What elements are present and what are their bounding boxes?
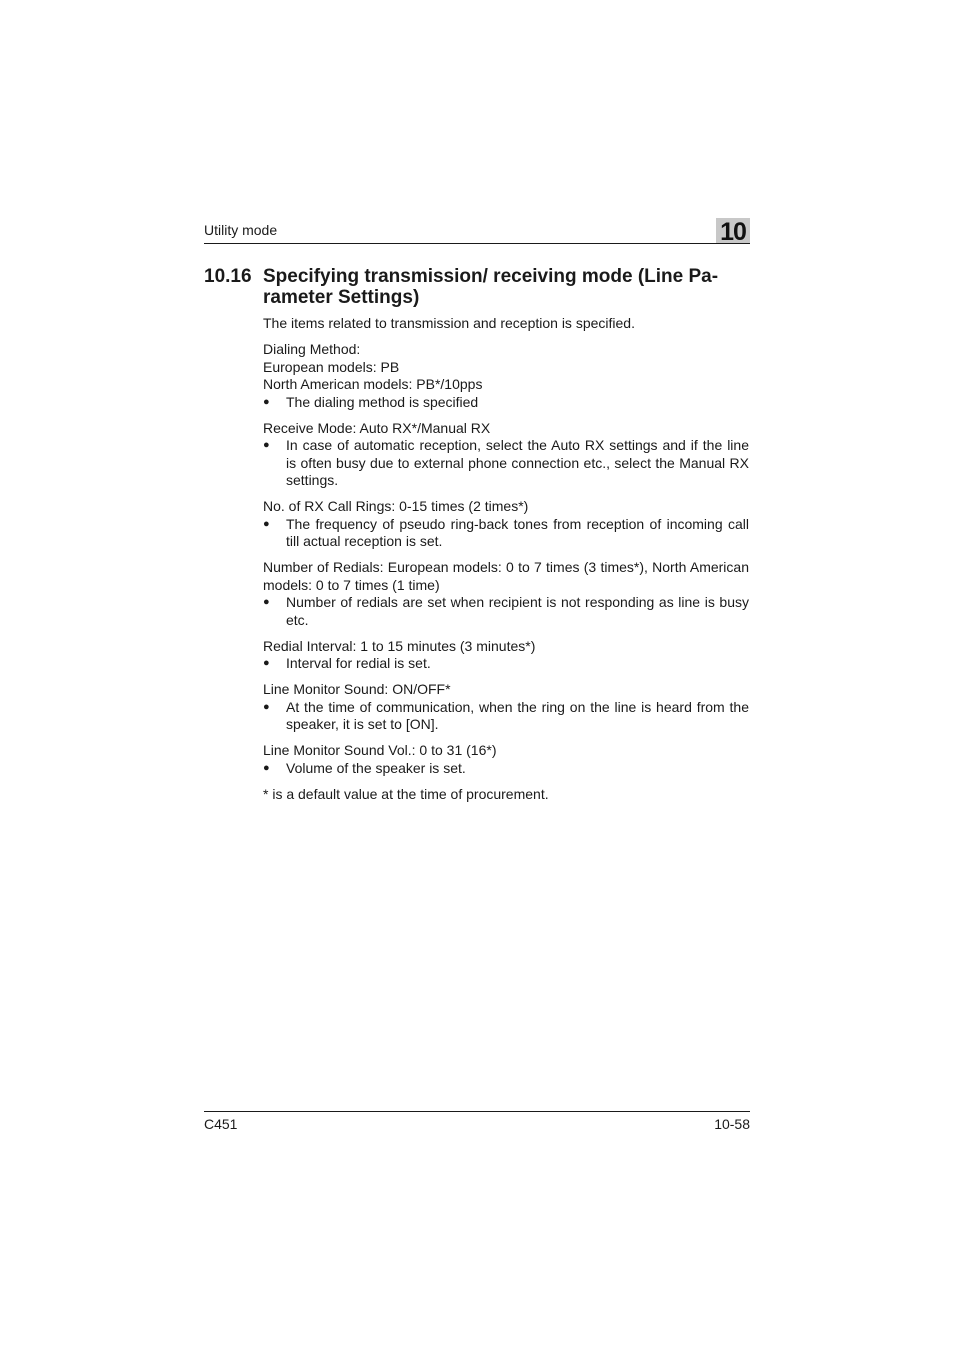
bullet-icon: ● xyxy=(263,761,270,774)
bullet-text: The frequency of pseudo ring-back tones from reception of incoming call till actual reception is set. xyxy=(286,515,749,549)
list-item xyxy=(263,760,749,778)
page-footer xyxy=(204,1111,750,1134)
line-monitor-sound-block xyxy=(263,681,749,734)
footer-model: C451 xyxy=(204,1116,238,1132)
dialing-method-label: Dialing Method: xyxy=(263,341,361,357)
dialing-north-american-models: North American models: PB*/10pps xyxy=(263,376,483,392)
default-value-note: * is a default value at the time of procurement. xyxy=(263,785,549,802)
bullet-text: The dialing method is specified xyxy=(286,393,479,410)
page-content xyxy=(263,315,749,812)
bullet-icon: ● xyxy=(263,439,270,451)
bullet-text: At the time of communication, when the ring on the line is heard from the speaker, it is set to [ON]. xyxy=(286,698,749,732)
bullet-icon: ● xyxy=(263,700,270,713)
bullet-text: Interval for redial is set. xyxy=(286,655,431,671)
bullet-text: In case of automatic reception, select the Auto RX settings and if the line is often busy due to external phone connection etc., select the Manual RX settings. xyxy=(286,437,749,488)
default-value-note-block xyxy=(263,786,749,804)
list-item xyxy=(263,699,749,734)
list-item xyxy=(263,437,749,490)
list-item xyxy=(263,516,749,551)
intro-text: The items related to transmission and reception is specified. xyxy=(263,315,635,331)
line-monitor-sound-label: Line Monitor Sound: ON/OFF* xyxy=(263,681,451,697)
dialing-european-models: European models: PB xyxy=(263,358,400,375)
section-title: Specifying transmission/ receiving mode (Line Pa-rameter Settings) xyxy=(263,266,719,308)
redials-label: Number of Redials: European models: 0 to 7 times (3 times*), North American models: 0 to 7 times (1 time) xyxy=(263,559,749,593)
list-item xyxy=(263,394,749,412)
footer-page-number: 10-58 xyxy=(714,1116,750,1132)
list-item xyxy=(263,655,749,673)
line-monitor-volume-label: Line Monitor Sound Vol.: 0 to 31 (16*) xyxy=(263,742,497,758)
dialing-method-block xyxy=(263,341,749,411)
list-item xyxy=(263,594,749,629)
bullet-text: Number of redials are set when recipient is not responding as line is busy etc. xyxy=(286,594,749,628)
bullet-text: Volume of the speaker is set. xyxy=(286,759,466,776)
redials-block xyxy=(263,559,749,629)
bullet-icon: ● xyxy=(263,395,270,408)
bullet-icon: ● xyxy=(263,517,270,530)
line-monitor-volume-block xyxy=(263,742,749,777)
header-title: Utility mode xyxy=(204,222,278,238)
receive-mode-block xyxy=(263,420,749,490)
rx-call-rings-label: No. of RX Call Rings: 0-15 times (2 times*) xyxy=(263,498,529,514)
page-header xyxy=(204,218,750,244)
section-number: 10.16 xyxy=(204,266,252,287)
redial-interval-block xyxy=(263,638,749,673)
redial-interval-label: Redial Interval: 1 to 15 minutes (3 minutes*) xyxy=(263,637,536,654)
rx-call-rings-block xyxy=(263,498,749,551)
chapter-number-badge: 10 xyxy=(716,218,750,243)
intro-block xyxy=(263,315,749,333)
receive-mode-label: Receive Mode: Auto RX*/Manual RX xyxy=(263,419,491,436)
bullet-icon: ● xyxy=(263,657,270,669)
bullet-icon: ● xyxy=(263,596,270,608)
